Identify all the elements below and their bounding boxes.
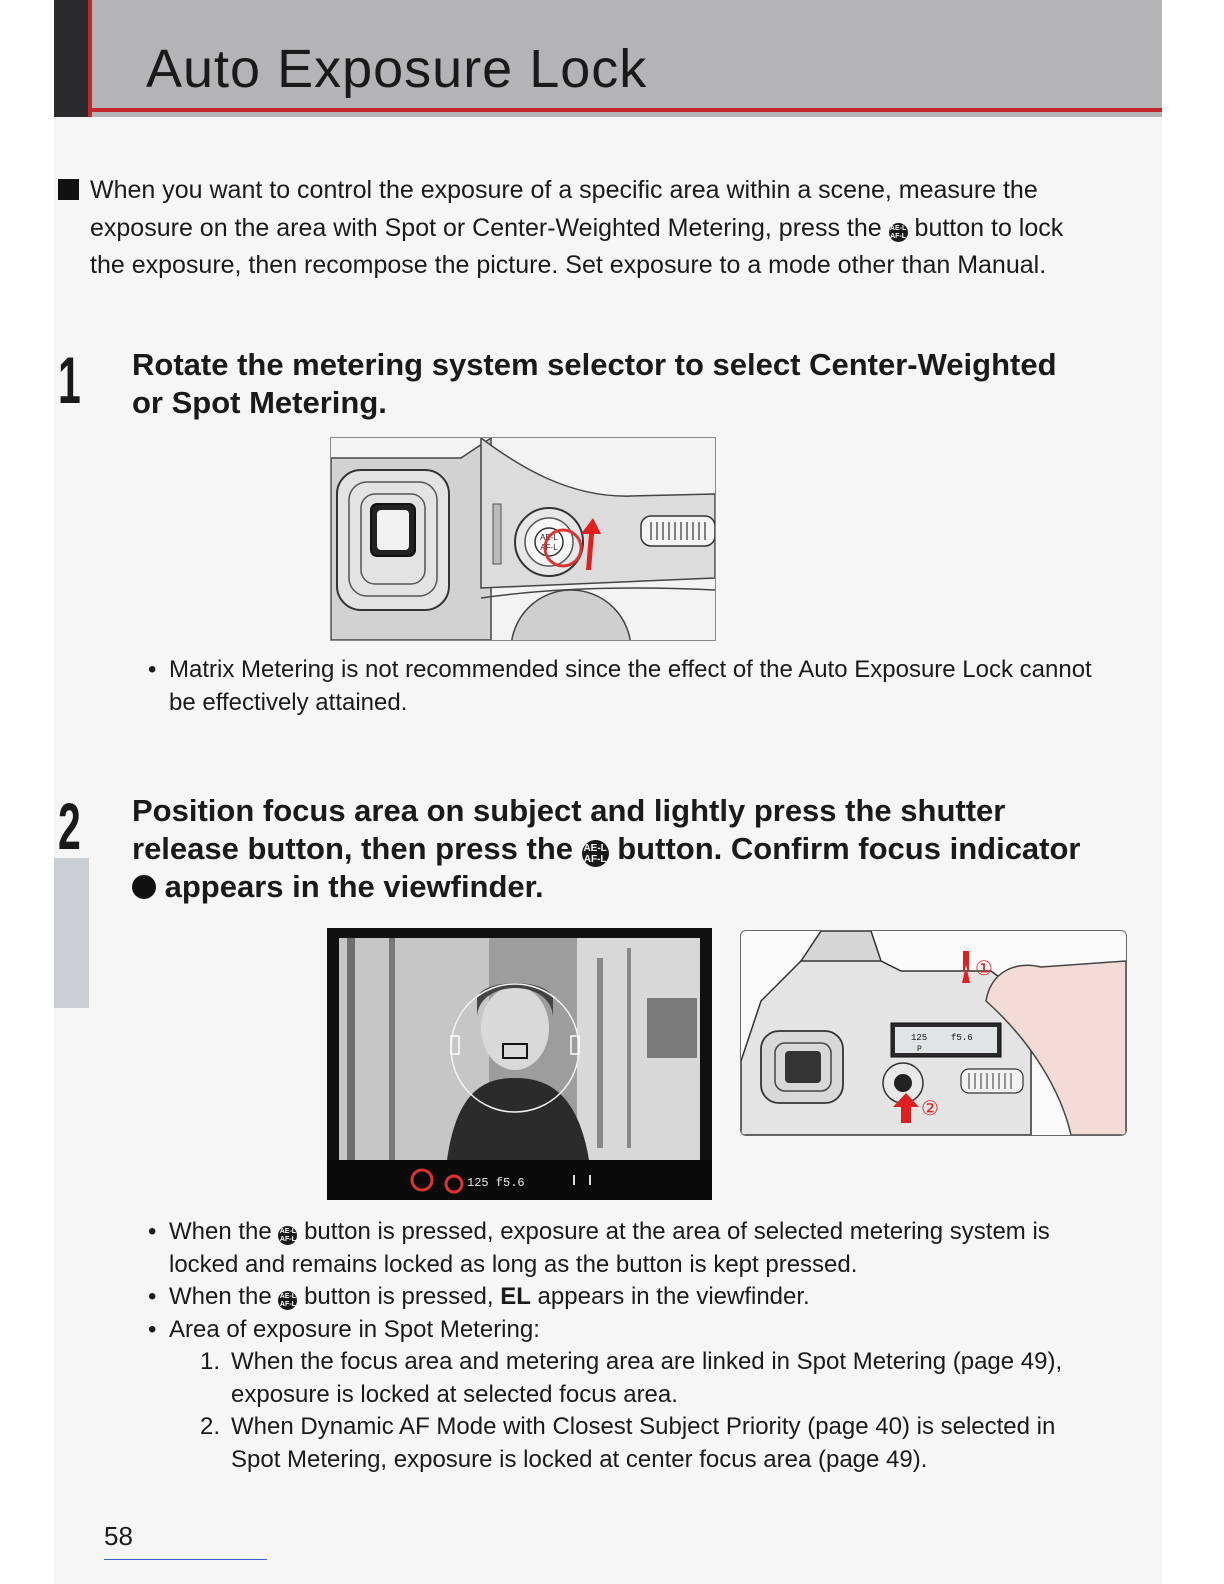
numbered-item: 2. When Dynamic AF Mode with Closest Subject Priority (page 40) is selected in Spot Metering, exposure is locked at center focus area (page 49). bbox=[200, 1413, 1056, 1473]
lcd-shutter: 125 bbox=[911, 1033, 928, 1043]
dial-label-line2: AF-L bbox=[540, 543, 558, 552]
section-header bbox=[54, 0, 1162, 117]
page-title: Auto Exposure Lock bbox=[146, 39, 648, 99]
step-1 bbox=[58, 343, 1088, 422]
step-number: 1 bbox=[58, 343, 81, 417]
step-2-notes bbox=[148, 1216, 1108, 1476]
page-number: 58 bbox=[104, 1521, 133, 1551]
numbered-item: 1. When the focus area and metering area are linked in Spot Metering (page 49), exposure is locked at selected focus area. bbox=[200, 1348, 1063, 1408]
press-arrow-icon bbox=[962, 951, 970, 983]
footer-rule bbox=[104, 1559, 267, 1560]
callout-1: ① bbox=[975, 956, 993, 980]
button-press-illustration bbox=[740, 930, 1127, 1136]
lcd-mode: P bbox=[917, 1045, 922, 1054]
step-text: Rotate the metering system selector to select Center-Weighted or Spot Metering. bbox=[132, 347, 1057, 420]
header-black-bar bbox=[54, 0, 88, 117]
step-2 bbox=[58, 789, 1088, 906]
intro-text-2: button to lock the exposure, then recompose the picture. Set exposure to a mode other than Manual. bbox=[90, 213, 1064, 279]
callout-2: ② bbox=[921, 1096, 939, 1120]
step-number: 2 bbox=[58, 789, 81, 863]
ae-l-af-l-button-icon: AE-L AF-L bbox=[279, 1293, 297, 1308]
camera-back-drawing bbox=[741, 931, 1126, 1135]
intro-paragraph bbox=[58, 172, 1078, 285]
header-red-vertical-rule bbox=[88, 0, 92, 117]
note-bullet: • Area of exposure in Spot Metering: bbox=[148, 1314, 1108, 1347]
square-bullet-icon bbox=[58, 179, 79, 200]
lcd-aperture: f5.6 bbox=[951, 1033, 973, 1043]
ae-l-af-l-button-icon: AE-L AF-L bbox=[279, 1228, 297, 1243]
note-bullet: • When the AE-L AF-L button is pressed, exposure at the area of selected metering system is locked and remains locked as long as the button is kept pressed. bbox=[148, 1216, 1108, 1281]
step-1-notes bbox=[148, 654, 1108, 719]
header-red-rule bbox=[88, 108, 1162, 112]
metering-selector-illustration bbox=[330, 437, 716, 641]
intro-text-1: When you want to control the exposure of a specific area within a scene, measure the exposure on the area with Spot or Center-Weighted Metering, press the bbox=[90, 176, 1038, 242]
dial-label-line1: AE-L bbox=[540, 533, 558, 542]
note-bullet: • When the AE-L AF-L button is pressed, EL appears in the viewfinder. bbox=[148, 1281, 1108, 1314]
note-bullet: • Matrix Metering is not recommended since the effect of the Auto Exposure Lock cannot be effectively attained. bbox=[148, 654, 1108, 719]
ae-l-af-l-button-icon: AE-L AF-L bbox=[889, 224, 907, 240]
viewfinder-readout: 125 f5.6 bbox=[467, 1176, 525, 1190]
viewfinder-drawing bbox=[327, 928, 712, 1200]
focus-indicator-icon bbox=[132, 875, 156, 899]
ae-l-af-l-button-icon: AE-L AF-L bbox=[582, 840, 609, 867]
step-text: Position focus area on subject and lightly press the shutter release button, then press the AE-L AF-L button. Confirm focus indicator appears in the viewfinder. bbox=[132, 793, 1081, 904]
viewfinder-photo bbox=[327, 928, 712, 1200]
camera-top-drawing bbox=[331, 438, 715, 640]
